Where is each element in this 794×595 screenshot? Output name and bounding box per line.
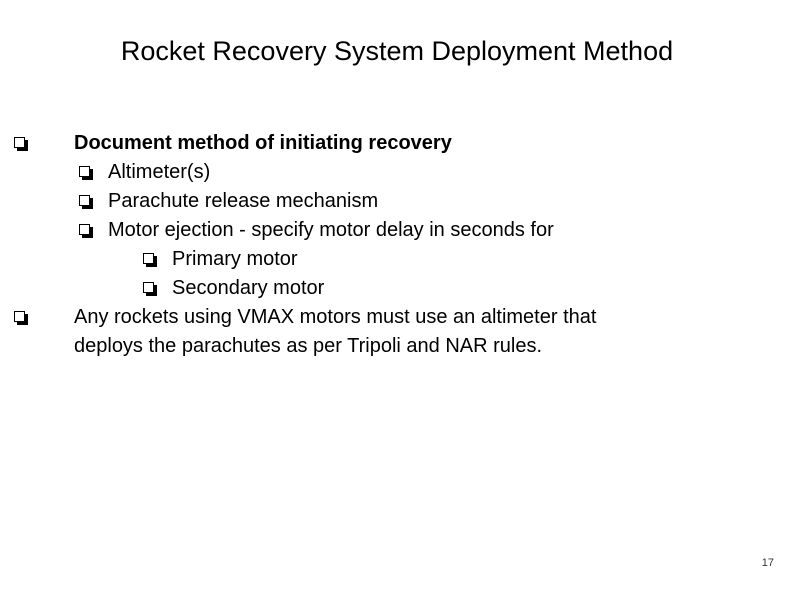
bullet-text: Altimeter(s): [108, 161, 211, 183]
checkbox-square-icon: [143, 282, 154, 293]
checkbox-square-icon: [14, 137, 25, 148]
checkbox-square-icon: [79, 224, 90, 235]
checkbox-square-icon: [14, 311, 25, 322]
bullet-item: [14, 245, 774, 274]
bullet-item: [14, 274, 774, 303]
bullet-list: [14, 129, 774, 361]
bullet-item: [14, 187, 774, 216]
checkbox-square-icon: [79, 195, 90, 206]
bullet-item: [14, 303, 774, 332]
page-number: 17: [761, 557, 774, 569]
bullet-text: Parachute release mechanism: [108, 190, 379, 212]
bullet-item: [14, 129, 774, 158]
bullet-text: Motor ejection - specify motor delay in seconds for: [108, 219, 554, 241]
bullet-item: [14, 216, 774, 245]
bullet-continuation: deploys the parachutes as per Tripoli and NAR rules.: [74, 335, 543, 357]
bullet-text: Secondary motor: [172, 277, 325, 299]
checkbox-square-icon: [143, 253, 154, 264]
bullet-text: Any rockets using VMAX motors must use an altimeter that: [74, 306, 597, 328]
slide-title: Rocket Recovery System Deployment Method: [120, 36, 674, 66]
bullet-text: Document method of initiating recovery: [74, 132, 452, 154]
bullet-text: Primary motor: [172, 248, 298, 270]
checkbox-square-icon: [79, 166, 90, 177]
bullet-item: [14, 158, 774, 187]
